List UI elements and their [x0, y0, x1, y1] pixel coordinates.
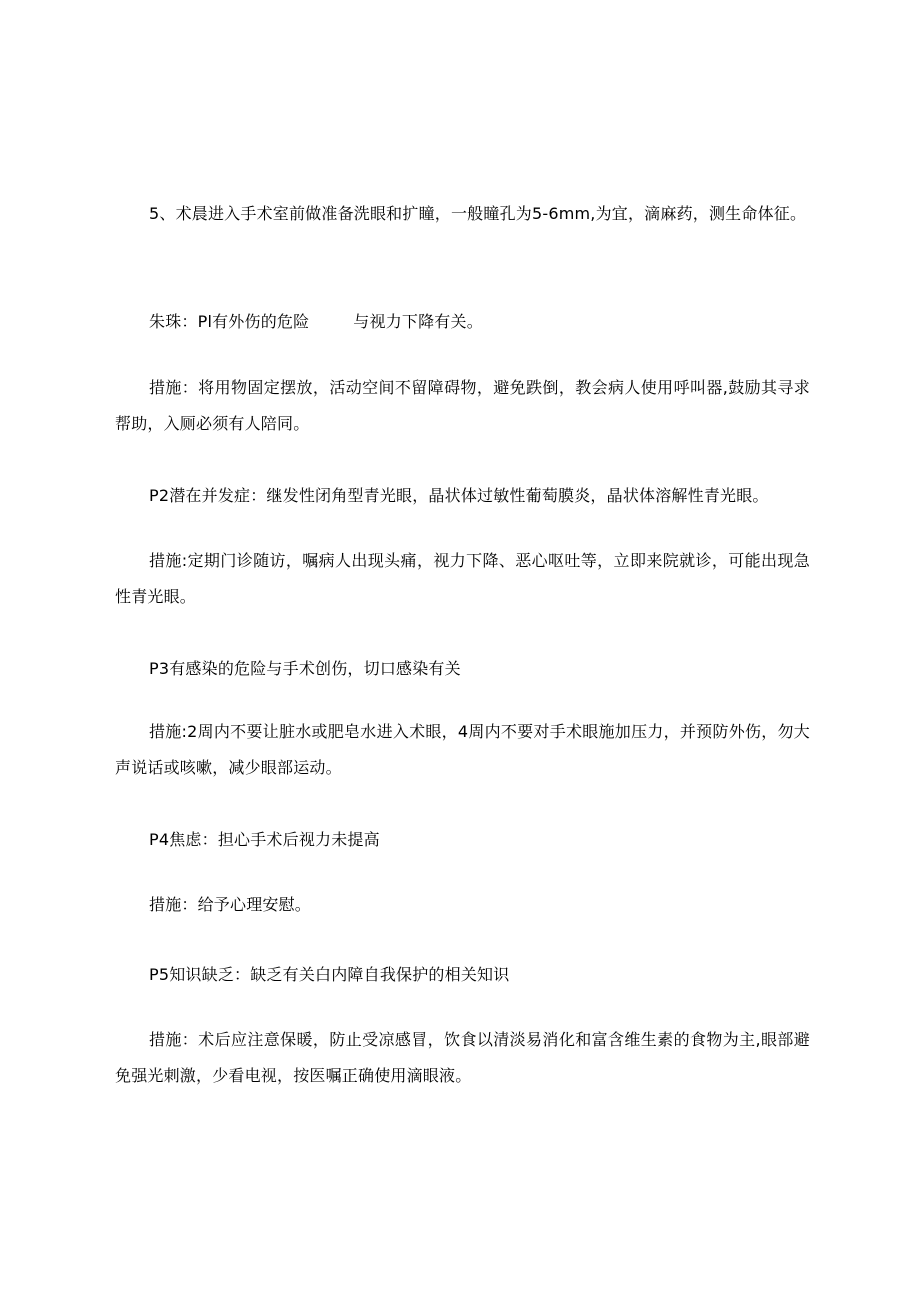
paragraph-p5-measures: 措施：术后应注意保暖，防止受凉感冒，饮食以清淡易消化和富含维生素的食物为主,眼部避免强光刺激，少看电视，按医嘱正确使用滴眼液。	[115, 1030, 810, 1085]
p1-diagnosis-cause: 与视力下降有关。	[353, 312, 483, 331]
paragraph-p3-measures: 措施:2周内不要让脏水或肥皂水进入术眼，4周内不要对手术眼施加压力，并预防外伤，勿大声说话或咳嗽，减少眼部运动。	[115, 722, 810, 777]
paragraph-p2-complications: P2潜在并发症：继发性闭角型青光眼，晶状体过敏性葡萄膜炎，晶状体溶解性青光眼。	[149, 486, 769, 505]
paragraph-p2-measures: 措施:定期门诊随访，嘱病人出现头痛，视力下降、恶心呕吐等，立即来院就诊，可能出现急性青光眼。	[115, 551, 810, 606]
paragraph-p1-measures: 措施：将用物固定摆放，活动空间不留障碍物，避免跌倒，教会病人使用呼叫器,鼓励其寻求帮助，入厕必须有人陪同。	[115, 378, 810, 433]
paragraph-p3-infection-risk: P3有感染的危险与手术创伤，切口感染有关	[149, 659, 461, 678]
p1-diagnosis-label: 朱珠：Pl有外伤的危险	[149, 312, 310, 331]
paragraph-p4-anxiety: P4焦虑：担心手术后视力未提高	[149, 830, 380, 849]
paragraph-p5-knowledge-deficit: P5知识缺乏：缺乏有关白内障自我保护的相关知识	[149, 965, 510, 984]
paragraph-p4-measures: 措施：给予心理安慰。	[149, 895, 312, 914]
paragraph-p1-injury-risk	[115, 304, 810, 340]
paragraph-preop-preparation: 5、术晨进入手术室前做准备洗眼和扩瞳，一般瞳孔为5-6mm,为宜，滴麻药，测生命体征。	[149, 204, 807, 223]
